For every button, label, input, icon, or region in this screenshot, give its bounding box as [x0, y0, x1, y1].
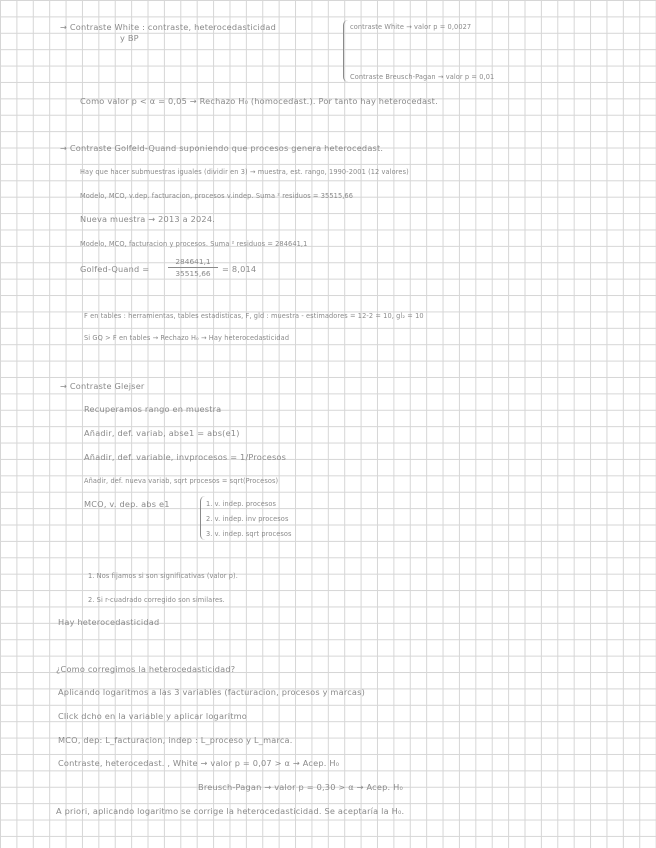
f-conclusion: Si GQ > F en tables → Rechazo H₀ → Hay heterocedasticidad — [84, 334, 290, 342]
glejser-line-3: Añadir, def. variable, invprocesos = 1/Procesos — [84, 452, 287, 462]
gq-result: = 8,014 — [222, 264, 257, 274]
glejser-line-5: MCO, v. dep. abs e1 — [84, 499, 170, 509]
glejser-criterion-1: 1. Nos fijamos si son significativas (valor p). — [88, 572, 238, 580]
arrow-icon: → — [60, 381, 68, 391]
glejser-heading — [60, 381, 145, 391]
correction-line-3: MCO, dep: L_facturacion, indep : L_proceso y L_marca. — [58, 735, 293, 745]
gq-formula-label: Golfed-Quand = — [80, 264, 150, 274]
gq-line-1: Hay que hacer submuestras iguales (dividir en 3) → muestra, est. rango, 1990-2001 (12 valores) — [80, 168, 409, 176]
white-heading-text: Contraste White : contraste, heterocedasticidad — [69, 22, 277, 32]
gq-line-3: Nueva muestra → 2013 a 2024. — [80, 214, 216, 224]
gq-heading — [60, 143, 383, 153]
brace-glejser — [200, 496, 205, 540]
arrow-icon: → — [60, 143, 68, 153]
correction-conclusion: A priori, aplicando logaritmo se corrige la heterocedasticidad. Se aceptaría la H₀. — [56, 806, 405, 816]
gq-line-4: Modelo, MCO, facturacion y procesos. Suma ² residuos = 284641,1 — [80, 240, 308, 248]
correction-line-5: Breusch-Pagan → valor p = 0,30 > α → Acep. H₀ — [198, 782, 403, 792]
glejser-criterion-2: 2. Si r-cuadrado corregido son similares. — [88, 596, 225, 604]
gq-numerator: 284641,1 — [175, 257, 211, 266]
f-tables-note: F en tables : herramientas, tables estadisticas, F, gld : muestra - estimadores = 12-2 = 10, gl₂ = 10 — [84, 312, 424, 320]
gq-heading-text: Contraste Golfeld-Quand suponiendo que procesos genera heterocedast. — [69, 143, 384, 153]
correction-question: ¿Como corregimos la heterocedasticidad? — [56, 664, 236, 674]
correction-line-2: Click dcho en la variable y aplicar logaritmo — [58, 711, 248, 721]
glejser-line-1: Recuperamos rango en muestra — [84, 404, 222, 414]
bp-subheading: y BP — [120, 33, 139, 43]
fraction-bar — [168, 267, 218, 268]
glejser-model-1: 1. v. indep. procesos — [206, 500, 277, 508]
gq-denominator: 35515,66 — [175, 269, 211, 278]
glejser-model-2: 2. v. indep. inv procesos — [206, 515, 289, 523]
breusch-result: Contraste Breusch-Pagan → valor p = 0,01 — [350, 73, 495, 81]
correction-line-4: Contraste, heterocedast. , White → valor p = 0,07 > α → Acep. H₀ — [58, 758, 340, 768]
arrow-icon: → — [60, 22, 68, 32]
glejser-conclusion: Hay heterocedasticidad — [58, 617, 160, 627]
glejser-model-3: 3. v. indep. sqrt procesos — [206, 530, 292, 538]
white-bp-heading — [60, 22, 276, 32]
glejser-heading-text: Contraste Glejser — [69, 381, 145, 391]
glejser-line-2: Añadir, def. variab, abse1 = abs(e1) — [84, 428, 240, 438]
gq-line-2: Modelo, MCO, v.dep. facturacion, procesos v.indep. Suma ² residuos = 35515,66 — [80, 192, 354, 200]
brace-bp — [343, 20, 348, 82]
glejser-line-4: Añadir, def. nueva variab, sqrt procesos = sqrt(Procesos) — [84, 477, 279, 485]
white-result: contraste White → valor p = 0,0027 — [350, 23, 472, 31]
gq-fraction — [168, 257, 218, 278]
bp-conclusion: Como valor p < α = 0,05 → Rechazo H₀ (homocedast.). Por tanto hay heterocedast. — [80, 96, 438, 106]
correction-line-1: Aplicando logaritmos a las 3 variables (facturacion, procesos y marcas) — [58, 687, 365, 697]
